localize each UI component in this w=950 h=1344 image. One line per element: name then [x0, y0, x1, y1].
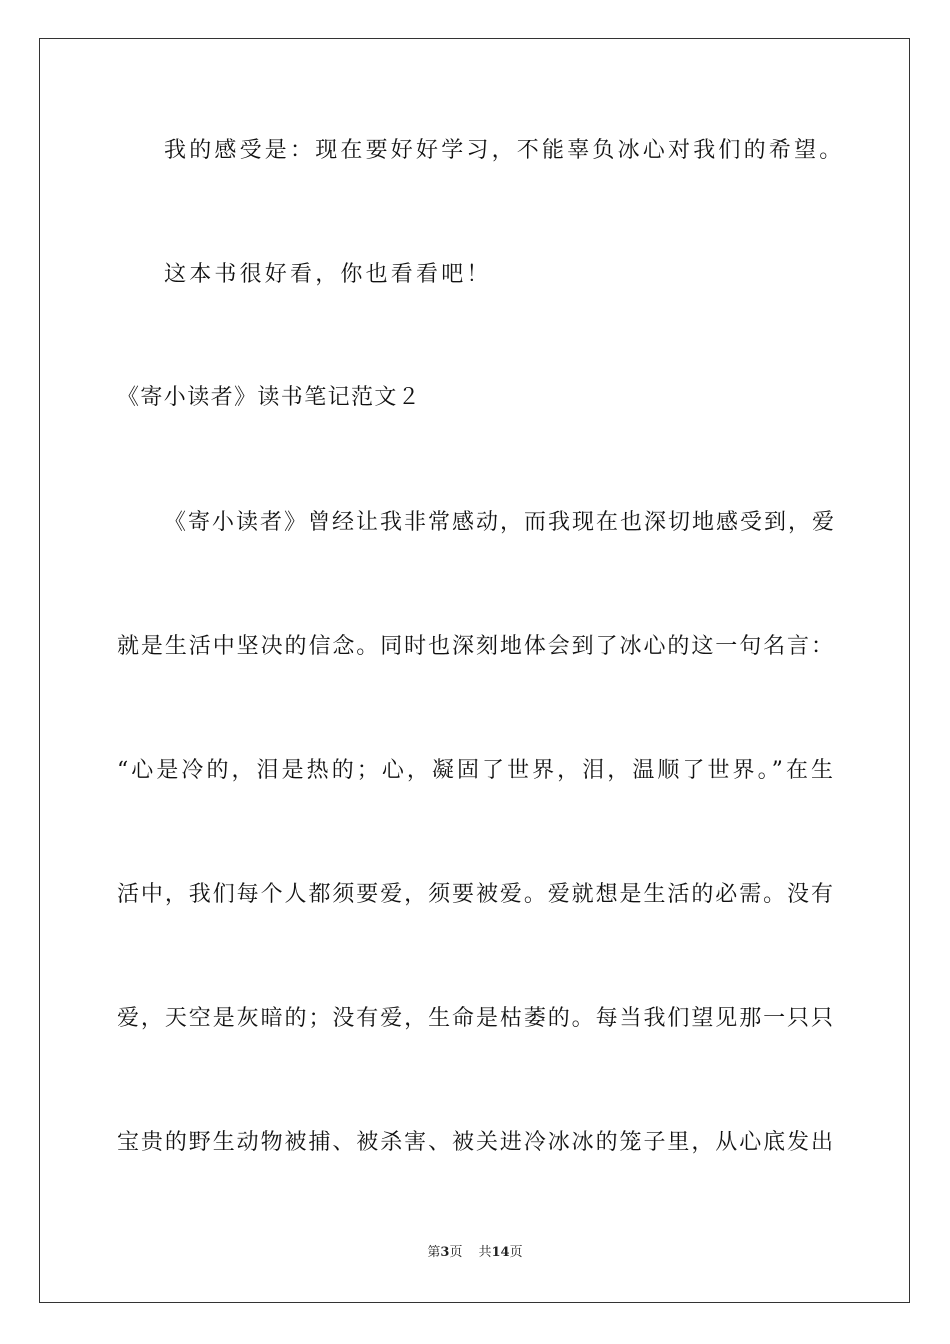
page-current: 3 [440, 1245, 450, 1260]
paragraph-line: 我的感受是：现在要好好学习，不能辜负冰心对我们的希望。 [164, 138, 845, 163]
paragraph-line: 《寄小读者》曾经让我非常感动，而我现在也深切地感受到，爱 [164, 510, 834, 535]
section-heading: 《寄小读者》读书笔记范文２ [117, 385, 422, 410]
page-total: 14 [491, 1245, 510, 1260]
page-footer [0, 1244, 950, 1262]
paragraph-line: 这本书很好看，你也看看吧！ [164, 262, 492, 287]
paragraph-line: “心是冷的，泪是热的；心，凝固了世界，泪，温顺了世界。”在生 [117, 758, 833, 783]
page-frame [39, 38, 910, 1303]
total-suffix: 页 [509, 1245, 523, 1260]
paragraph-line: 宝贵的野生动物被捕、被杀害、被关进冷冰冰的笼子里，从心底发出 [117, 1130, 833, 1155]
total-prefix: 共 [478, 1245, 492, 1260]
paragraph-line: 爱，天空是灰暗的；没有爱，生命是枯萎的。每当我们望见那一只只 [117, 1006, 833, 1031]
paragraph-line: 活中，我们每个人都须要爱，须要被爱。爱就想是生活的必需。没有 [117, 882, 833, 907]
paragraph-line: 就是生活中坚决的信念。同时也深刻地体会到了冰心的这一句名言： [117, 634, 833, 659]
page-suffix: 页 [449, 1245, 463, 1260]
page-prefix: 第 [427, 1245, 441, 1260]
